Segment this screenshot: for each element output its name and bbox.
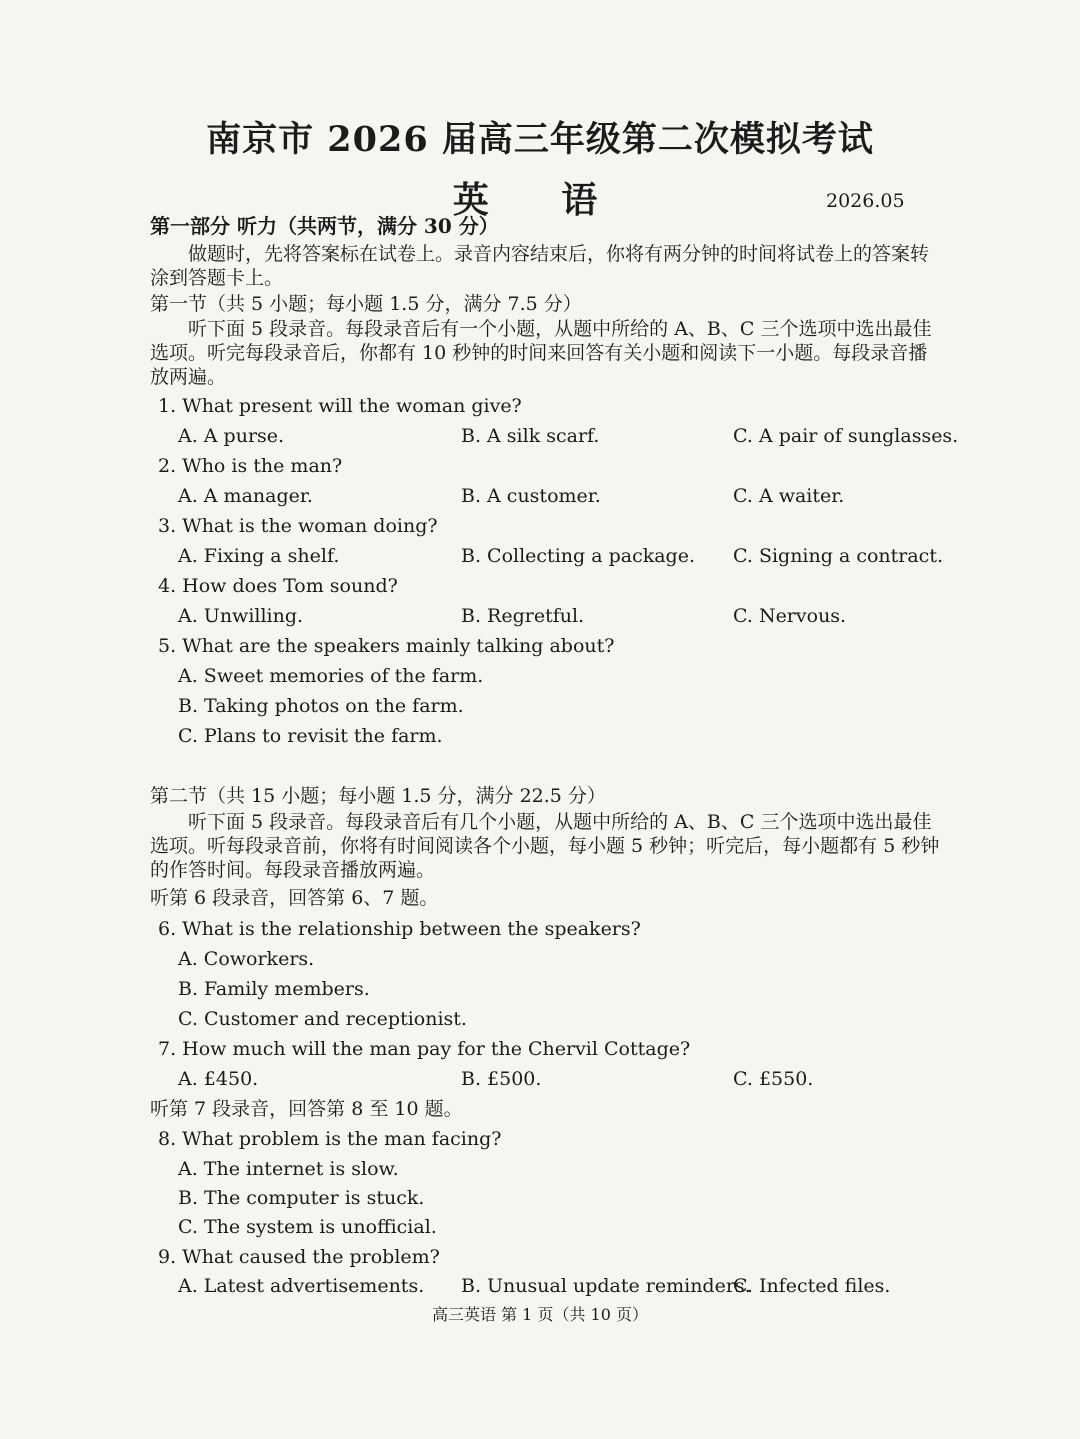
exam-subject: 英 语 bbox=[452, 179, 628, 221]
option-c: C. £550. bbox=[733, 1068, 814, 1090]
option-c: C. Infected files. bbox=[733, 1275, 891, 1297]
part1-instruction-line1: 做题时，先将答案标在试卷上。录音内容结束后，你将有两分钟的时间将试卷上的答案转 bbox=[188, 243, 930, 265]
passage6-instruction: 听第 6 段录音，回答第 6、7 题。 bbox=[150, 887, 439, 909]
question-stem: 6. What is the relationship between the speakers? bbox=[158, 918, 641, 940]
option-b: B. The computer is stuck. bbox=[178, 1187, 425, 1209]
section1-instruction-line1: 听下面 5 段录音。每段录音后有一个小题，从题中所给的 A、B、C 三个选项中选出最佳 bbox=[188, 318, 932, 340]
section2-heading: 第二节（共 15 小题；每小题 1.5 分，满分 22.5 分） bbox=[150, 785, 606, 807]
section2-instruction-line2: 选项。听每段录音前，你将有时间阅读各个小题，每小题 5 秒钟；听完后，每小题都有 5 秒钟 bbox=[150, 835, 940, 857]
option-a: A. £450. bbox=[178, 1068, 259, 1090]
exam-date: 2026.05 bbox=[826, 190, 905, 212]
section2-instruction-line3: 的作答时间。每段录音播放两遍。 bbox=[150, 859, 436, 881]
exam-title: 南京市 2026 届高三年级第二次模拟考试 bbox=[206, 119, 874, 160]
part1-heading: 第一部分 听力（共两节，满分 30 分） bbox=[150, 214, 499, 238]
option-c: C. Customer and receptionist. bbox=[178, 1008, 467, 1030]
question-stem: 1. What present will the woman give? bbox=[158, 395, 522, 417]
option-b: B. Family members. bbox=[178, 978, 370, 1000]
option-c: C. A waiter. bbox=[733, 485, 845, 507]
option-b: B. Unusual update reminders. bbox=[461, 1275, 751, 1297]
option-a: A. The internet is slow. bbox=[178, 1158, 399, 1180]
option-a: A. Latest advertisements. bbox=[178, 1275, 425, 1297]
option-b: B. £500. bbox=[461, 1068, 542, 1090]
option-b: B. A silk scarf. bbox=[461, 425, 600, 447]
question-stem: 7. How much will the man pay for the Chervil Cottage? bbox=[158, 1038, 691, 1060]
option-a: A. Coworkers. bbox=[178, 948, 315, 970]
option-c: C. The system is unofficial. bbox=[178, 1216, 437, 1238]
section1-instruction-line3: 放两遍。 bbox=[150, 366, 227, 388]
passage7-instruction: 听第 7 段录音，回答第 8 至 10 题。 bbox=[150, 1098, 463, 1120]
option-b: B. Taking photos on the farm. bbox=[178, 695, 464, 717]
option-c: C. Plans to revisit the farm. bbox=[178, 725, 443, 747]
option-a: A. A manager. bbox=[178, 485, 313, 507]
question-stem: 4. How does Tom sound? bbox=[158, 575, 398, 597]
option-c: C. Signing a contract. bbox=[733, 545, 943, 567]
question-stem: 9. What caused the problem? bbox=[158, 1246, 440, 1268]
page-footer: 高三英语 第 1 页（共 10 页） bbox=[432, 1305, 648, 1324]
option-b: B. A customer. bbox=[461, 485, 601, 507]
option-a: A. A purse. bbox=[178, 425, 285, 447]
option-a: A. Unwilling. bbox=[178, 605, 304, 627]
question-stem: 3. What is the woman doing? bbox=[158, 515, 438, 537]
section2-instruction-line1: 听下面 5 段录音。每段录音后有几个小题，从题中所给的 A、B、C 三个选项中选出最佳 bbox=[188, 811, 932, 833]
question-stem: 8. What problem is the man facing? bbox=[158, 1128, 502, 1150]
part1-instruction-line2: 涂到答题卡上。 bbox=[150, 267, 284, 289]
section1-instruction-line2: 选项。听完每段录音后，你都有 10 秒钟的时间来回答有关小题和阅读下一小题。每段录音播 bbox=[150, 342, 928, 364]
option-b: B. Collecting a package. bbox=[461, 545, 695, 567]
option-c: C. Nervous. bbox=[733, 605, 847, 627]
section1-heading: 第一节（共 5 小题；每小题 1.5 分，满分 7.5 分） bbox=[150, 293, 582, 315]
question-stem: 5. What are the speakers mainly talking about? bbox=[158, 635, 615, 657]
question-stem: 2. Who is the man? bbox=[158, 455, 343, 477]
option-b: B. Regretful. bbox=[461, 605, 585, 627]
option-c: C. A pair of sunglasses. bbox=[733, 425, 959, 447]
option-a: A. Sweet memories of the farm. bbox=[178, 665, 484, 687]
option-a: A. Fixing a shelf. bbox=[178, 545, 340, 567]
